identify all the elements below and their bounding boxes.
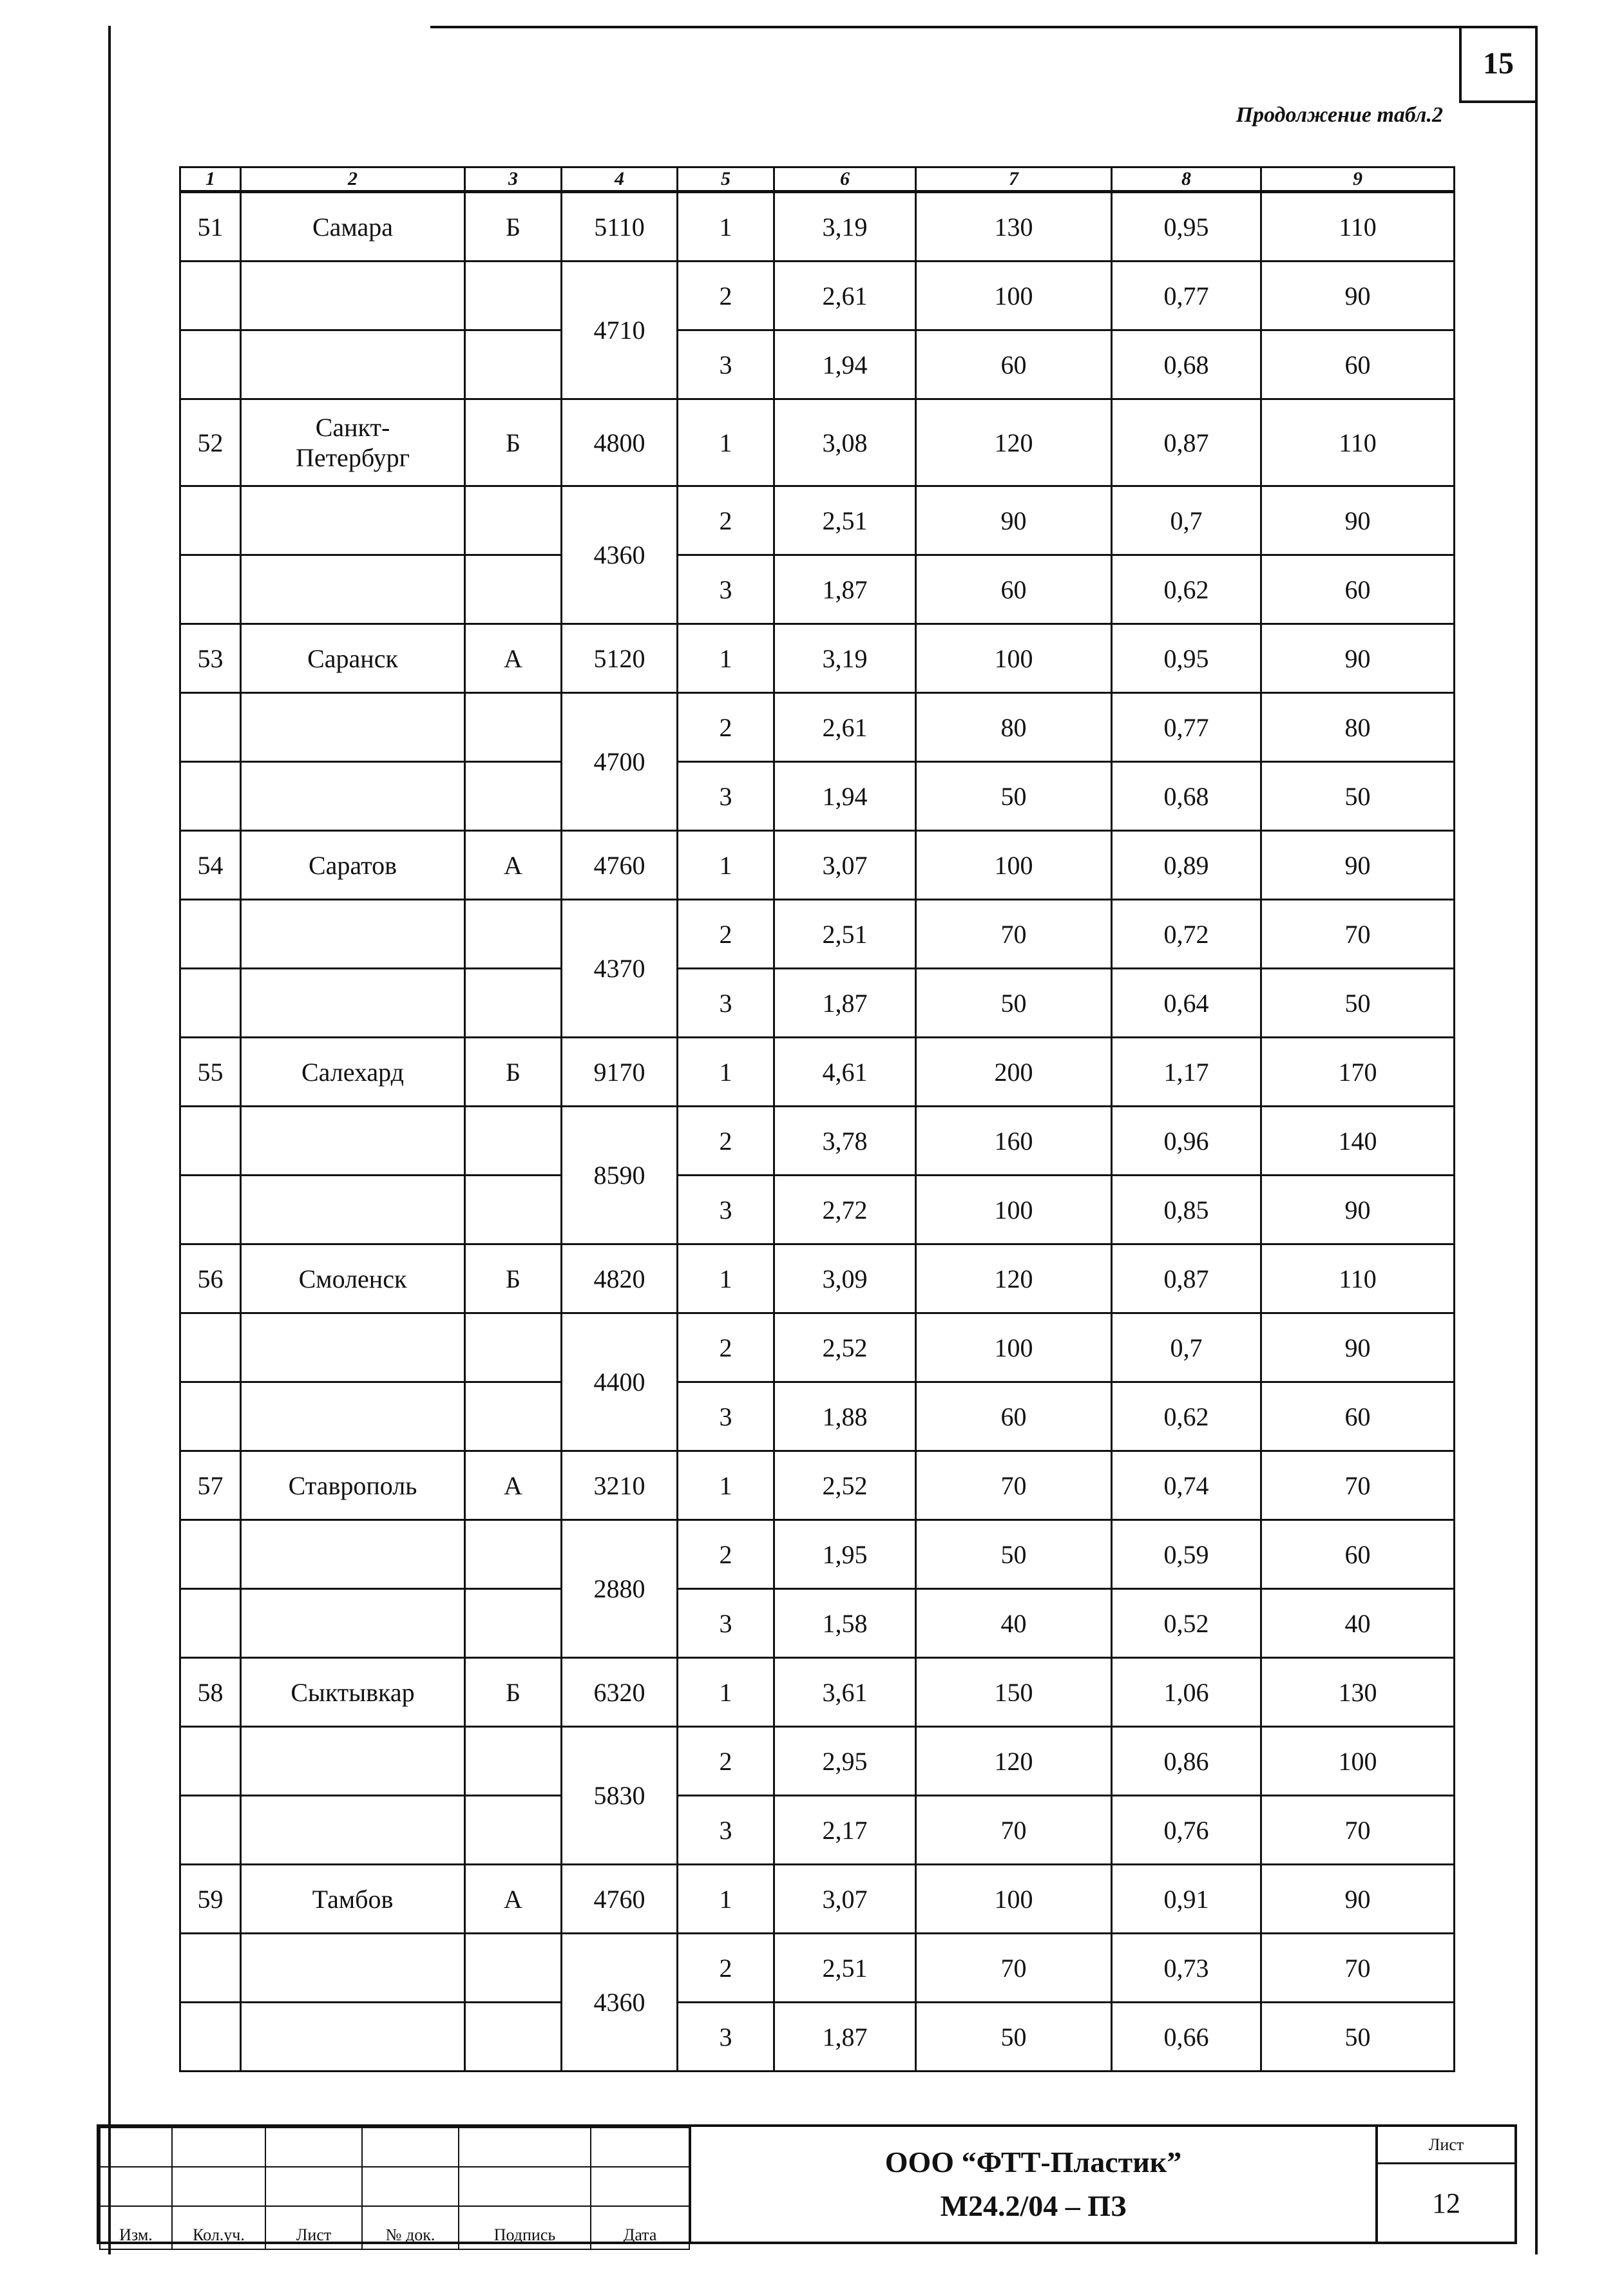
empty-cell [465, 693, 562, 762]
value-cell: 120 [916, 399, 1112, 486]
empty-cell [241, 555, 465, 624]
header-row [180, 167, 1455, 192]
empty-cell [465, 262, 562, 330]
value-cell: 0,87 [1112, 399, 1261, 486]
value-cell: 100 [916, 262, 1112, 330]
empty-cell [465, 900, 562, 969]
value-cell: 0,64 [1112, 969, 1261, 1038]
table-row [180, 693, 1455, 762]
empty-cell [241, 1313, 465, 1382]
table-row [180, 1727, 1455, 1796]
value-cell: 3 [678, 330, 774, 399]
zone-cell: Б [465, 399, 562, 486]
col4-cell: 3210 [562, 1451, 678, 1520]
value-cell: 40 [1261, 1589, 1455, 1658]
table-row [180, 1382, 1455, 1451]
value-cell: 3,08 [774, 399, 916, 486]
value-cell: 3,78 [774, 1107, 916, 1176]
value-cell: 0,7 [1112, 486, 1261, 555]
value-cell: 0,73 [1112, 1934, 1261, 2003]
value-cell: 2,17 [774, 1796, 916, 1865]
value-cell: 50 [916, 762, 1112, 831]
value-cell: 1 [678, 399, 774, 486]
value-cell: 100 [916, 624, 1112, 693]
city-name: Санкт- Петербург [241, 399, 465, 486]
value-cell: 90 [1261, 262, 1455, 330]
empty-cell [465, 555, 562, 624]
value-cell: 60 [916, 330, 1112, 399]
empty-cell [180, 486, 241, 555]
value-cell: 1,88 [774, 1382, 916, 1451]
row-number: 57 [180, 1451, 241, 1520]
row-number: 53 [180, 624, 241, 693]
value-cell: 2,52 [774, 1451, 916, 1520]
col4-cell: 4700 [562, 693, 678, 831]
empty-cell [180, 1107, 241, 1176]
value-cell: 130 [916, 192, 1112, 262]
value-cell: 2,61 [774, 693, 916, 762]
value-cell: 1,58 [774, 1589, 916, 1658]
value-cell: 0,86 [1112, 1727, 1261, 1796]
col-header: 4 [562, 167, 678, 192]
value-cell: 50 [916, 2003, 1112, 2072]
empty-cell [180, 1796, 241, 1865]
empty-cell [180, 1382, 241, 1451]
value-cell: 0,87 [1112, 1244, 1261, 1313]
empty-cell [241, 1382, 465, 1451]
row-number: 52 [180, 399, 241, 486]
value-cell: 70 [916, 1934, 1112, 2003]
empty-cell [241, 1589, 465, 1658]
value-cell: 2 [678, 1313, 774, 1382]
value-cell: 50 [916, 1520, 1112, 1589]
col4-cell: 4760 [562, 831, 678, 900]
empty-cell [241, 1176, 465, 1244]
value-cell: 3 [678, 1176, 774, 1244]
empty-cell [465, 2003, 562, 2072]
col-header: 8 [1112, 167, 1261, 192]
empty-cell [241, 762, 465, 831]
value-cell: 3,09 [774, 1244, 916, 1313]
empty-cell [180, 1727, 241, 1796]
empty-cell [465, 1107, 562, 1176]
value-cell: 100 [1261, 1727, 1455, 1796]
value-cell: 1,87 [774, 555, 916, 624]
city-name: Ставрополь [241, 1451, 465, 1520]
value-cell: 2 [678, 1107, 774, 1176]
value-cell: 0,96 [1112, 1107, 1261, 1176]
value-cell: 0,72 [1112, 900, 1261, 969]
value-cell: 0,74 [1112, 1451, 1261, 1520]
value-cell: 90 [916, 486, 1112, 555]
value-cell: 80 [916, 693, 1112, 762]
col4-cell: 4400 [562, 1313, 678, 1451]
value-cell: 2 [678, 1520, 774, 1589]
table-row [180, 2003, 1455, 2072]
col4-cell: 9170 [562, 1038, 678, 1107]
empty-cell [465, 969, 562, 1038]
empty-cell [465, 1727, 562, 1796]
value-cell: 110 [1261, 192, 1455, 262]
table-row [180, 900, 1455, 969]
zone-cell: А [465, 1865, 562, 1934]
value-cell: 100 [916, 1865, 1112, 1934]
value-cell: 1,94 [774, 762, 916, 831]
city-name: Сыктывкар [241, 1658, 465, 1727]
value-cell: 1,95 [774, 1520, 916, 1589]
table-row [180, 192, 1455, 262]
sheet-label: Лист [1378, 2127, 1514, 2164]
value-cell: 1 [678, 1865, 774, 1934]
value-cell: 0,77 [1112, 262, 1261, 330]
value-cell: 100 [916, 1313, 1112, 1382]
city-name: Смоленск [241, 1244, 465, 1313]
table-row [180, 1520, 1455, 1589]
value-cell: 60 [1261, 330, 1455, 399]
value-cell: 50 [1261, 2003, 1455, 2072]
frame-right-border [1535, 26, 1538, 2254]
value-cell: 3 [678, 762, 774, 831]
empty-cell [465, 762, 562, 831]
table-row [180, 831, 1455, 900]
value-cell: 1,87 [774, 969, 916, 1038]
value-cell: 110 [1261, 1244, 1455, 1313]
value-cell: 50 [1261, 969, 1455, 1038]
col4-cell: 6320 [562, 1658, 678, 1727]
value-cell: 120 [916, 1244, 1112, 1313]
table-row [180, 330, 1455, 399]
value-cell: 70 [916, 900, 1112, 969]
value-cell: 2 [678, 1934, 774, 2003]
value-cell: 60 [1261, 555, 1455, 624]
value-cell: 3 [678, 1589, 774, 1658]
value-cell: 70 [916, 1451, 1112, 1520]
rev-header: Подпись [459, 2206, 591, 2249]
value-cell: 1 [678, 624, 774, 693]
value-cell: 50 [916, 969, 1112, 1038]
empty-cell [180, 1589, 241, 1658]
col-header: 5 [678, 167, 774, 192]
sheet-number: 12 [1432, 2187, 1460, 2219]
table-row [180, 1658, 1455, 1727]
value-cell: 0,7 [1112, 1313, 1261, 1382]
empty-cell [180, 262, 241, 330]
empty-cell [241, 1727, 465, 1796]
table-row [180, 1796, 1455, 1865]
table-row [180, 1313, 1455, 1382]
value-cell: 0,62 [1112, 555, 1261, 624]
value-cell: 2,72 [774, 1176, 916, 1244]
value-cell: 0,95 [1112, 624, 1261, 693]
empty-cell [465, 1589, 562, 1658]
value-cell: 2,61 [774, 262, 916, 330]
value-cell: 1 [678, 192, 774, 262]
table-row [180, 262, 1455, 330]
empty-cell [241, 2003, 465, 2072]
data-table [179, 166, 1455, 2072]
value-cell: 3,61 [774, 1658, 916, 1727]
value-cell: 70 [1261, 1796, 1455, 1865]
title-block [97, 2124, 1517, 2244]
value-cell: 2,95 [774, 1727, 916, 1796]
table-row [180, 1934, 1455, 2003]
empty-cell [465, 1934, 562, 2003]
empty-cell [180, 762, 241, 831]
value-cell: 0,77 [1112, 693, 1261, 762]
value-cell: 70 [1261, 1934, 1455, 2003]
empty-cell [465, 330, 562, 399]
value-cell: 90 [1261, 1865, 1455, 1934]
value-cell: 80 [1261, 693, 1455, 762]
organization-area [689, 2127, 1378, 2242]
empty-cell [465, 1176, 562, 1244]
value-cell: 0,91 [1112, 1865, 1261, 1934]
organization-name: ООО “ФТТ-Пластик” [884, 2146, 1182, 2178]
value-cell: 90 [1261, 486, 1455, 555]
empty-cell [465, 1313, 562, 1382]
row-number: 55 [180, 1038, 241, 1107]
zone-cell: Б [465, 1244, 562, 1313]
col4-cell: 4800 [562, 399, 678, 486]
empty-cell [180, 330, 241, 399]
value-cell: 40 [916, 1589, 1112, 1658]
value-cell: 2 [678, 900, 774, 969]
zone-cell: А [465, 831, 562, 900]
empty-cell [180, 1520, 241, 1589]
frame-left-border [108, 26, 111, 2254]
col4-cell: 4820 [562, 1244, 678, 1313]
value-cell: 110 [1261, 399, 1455, 486]
zone-cell: Б [465, 1658, 562, 1727]
value-cell: 1,17 [1112, 1038, 1261, 1107]
table-row [180, 555, 1455, 624]
empty-cell [241, 486, 465, 555]
empty-cell [241, 262, 465, 330]
value-cell: 100 [916, 831, 1112, 900]
table-row [180, 1865, 1455, 1934]
value-cell: 0,85 [1112, 1176, 1261, 1244]
value-cell: 1 [678, 1658, 774, 1727]
rev-header: Кол.уч. [172, 2206, 265, 2249]
table-row [180, 1038, 1455, 1107]
empty-cell [241, 1520, 465, 1589]
value-cell: 0,52 [1112, 1589, 1261, 1658]
value-cell: 120 [916, 1727, 1112, 1796]
value-cell: 0,62 [1112, 1382, 1261, 1451]
city-name: Салехард [241, 1038, 465, 1107]
value-cell: 3,07 [774, 831, 916, 900]
col-header: 9 [1261, 167, 1455, 192]
value-cell: 0,95 [1112, 192, 1261, 262]
table-row [180, 1589, 1455, 1658]
value-cell: 150 [916, 1658, 1112, 1727]
value-cell: 60 [1261, 1520, 1455, 1589]
value-cell: 0,76 [1112, 1796, 1261, 1865]
value-cell: 3,07 [774, 1865, 916, 1934]
rev-header: Дата [591, 2206, 689, 2249]
city-name: Саранск [241, 624, 465, 693]
col4-cell: 4760 [562, 1865, 678, 1934]
value-cell: 3 [678, 969, 774, 1038]
value-cell: 90 [1261, 624, 1455, 693]
value-cell: 90 [1261, 1313, 1455, 1382]
table-row [180, 624, 1455, 693]
value-cell: 200 [916, 1038, 1112, 1107]
empty-cell [465, 1796, 562, 1865]
table-row [180, 1107, 1455, 1176]
col4-cell: 4360 [562, 486, 678, 624]
value-cell: 3 [678, 2003, 774, 2072]
value-cell: 2 [678, 262, 774, 330]
col-header: 3 [465, 167, 562, 192]
col-header: 1 [180, 167, 241, 192]
empty-cell [241, 330, 465, 399]
value-cell: 1,06 [1112, 1658, 1261, 1727]
zone-cell: А [465, 624, 562, 693]
continuation-label: Продолжение табл.2 [1236, 103, 1443, 127]
document-code: М24.2/04 – ПЗ [940, 2189, 1127, 2222]
table-row [180, 762, 1455, 831]
col4-cell: 4360 [562, 1934, 678, 2072]
revision-grid [99, 2127, 690, 2250]
empty-cell [465, 1520, 562, 1589]
value-cell: 0,66 [1112, 2003, 1261, 2072]
value-cell: 130 [1261, 1658, 1455, 1727]
row-number: 51 [180, 192, 241, 262]
rev-header: № док. [362, 2206, 459, 2249]
value-cell: 3 [678, 1382, 774, 1451]
page-number: 15 [1459, 26, 1535, 103]
value-cell: 60 [1261, 1382, 1455, 1451]
value-cell: 90 [1261, 1176, 1455, 1244]
value-cell: 100 [916, 1176, 1112, 1244]
value-cell: 70 [916, 1796, 1112, 1865]
zone-cell: Б [465, 192, 562, 262]
value-cell: 2,51 [774, 900, 916, 969]
value-cell: 160 [916, 1107, 1112, 1176]
value-cell: 60 [916, 1382, 1112, 1451]
col4-cell: 5120 [562, 624, 678, 693]
col-header: 7 [916, 167, 1112, 192]
value-cell: 170 [1261, 1038, 1455, 1107]
col4-cell: 4370 [562, 900, 678, 1038]
city-name: Тамбов [241, 1865, 465, 1934]
rev-header: Лист [265, 2206, 362, 2249]
table-row [180, 1176, 1455, 1244]
zone-cell: Б [465, 1038, 562, 1107]
value-cell: 1 [678, 1451, 774, 1520]
value-cell: 70 [1261, 900, 1455, 969]
table-body [180, 192, 1455, 2072]
value-cell: 1 [678, 1038, 774, 1107]
row-number: 59 [180, 1865, 241, 1934]
city-name: Саратов [241, 831, 465, 900]
empty-cell [180, 900, 241, 969]
row-number: 58 [180, 1658, 241, 1727]
value-cell: 2,51 [774, 486, 916, 555]
col-header: 6 [774, 167, 916, 192]
col-header: 2 [241, 167, 465, 192]
value-cell: 3,19 [774, 192, 916, 262]
revision-header-row [100, 2206, 689, 2249]
value-cell: 60 [916, 555, 1112, 624]
empty-cell [465, 486, 562, 555]
zone-cell: А [465, 1451, 562, 1520]
col4-cell: 5830 [562, 1727, 678, 1865]
value-cell: 1,94 [774, 330, 916, 399]
empty-cell [180, 1934, 241, 2003]
value-cell: 2,51 [774, 1934, 916, 2003]
value-cell: 3 [678, 1796, 774, 1865]
empty-cell [180, 2003, 241, 2072]
table-row [180, 1451, 1455, 1520]
row-number: 56 [180, 1244, 241, 1313]
value-cell: 4,61 [774, 1038, 916, 1107]
value-cell: 140 [1261, 1107, 1455, 1176]
empty-cell [241, 693, 465, 762]
table-row [180, 486, 1455, 555]
empty-cell [180, 693, 241, 762]
rev-header: Изм. [100, 2206, 172, 2249]
col4-cell: 4710 [562, 262, 678, 399]
value-cell: 0,68 [1112, 762, 1261, 831]
value-cell: 2,52 [774, 1313, 916, 1382]
table-row [180, 399, 1455, 486]
value-cell: 2 [678, 486, 774, 555]
value-cell: 0,89 [1112, 831, 1261, 900]
value-cell: 2 [678, 1727, 774, 1796]
empty-cell [241, 1934, 465, 2003]
col4-cell: 2880 [562, 1520, 678, 1658]
value-cell: 50 [1261, 762, 1455, 831]
empty-cell [241, 900, 465, 969]
empty-cell [180, 1313, 241, 1382]
value-cell: 0,68 [1112, 330, 1261, 399]
empty-cell [180, 969, 241, 1038]
col4-cell: 8590 [562, 1107, 678, 1244]
value-cell: 1,87 [774, 2003, 916, 2072]
city-name: Самара [241, 192, 465, 262]
table-row [180, 1244, 1455, 1313]
value-cell: 2 [678, 693, 774, 762]
value-cell: 0,59 [1112, 1520, 1261, 1589]
value-cell: 3 [678, 555, 774, 624]
empty-cell [465, 1382, 562, 1451]
empty-cell [241, 969, 465, 1038]
value-cell: 70 [1261, 1451, 1455, 1520]
empty-cell [180, 555, 241, 624]
empty-cell [241, 1107, 465, 1176]
frame-top-border [430, 26, 1536, 28]
value-cell: 90 [1261, 831, 1455, 900]
value-cell: 1 [678, 1244, 774, 1313]
col4-cell: 5110 [562, 192, 678, 262]
row-number: 54 [180, 831, 241, 900]
empty-cell [180, 1176, 241, 1244]
value-cell: 1 [678, 831, 774, 900]
value-cell: 3,19 [774, 624, 916, 693]
table-row [180, 969, 1455, 1038]
empty-cell [241, 1796, 465, 1865]
